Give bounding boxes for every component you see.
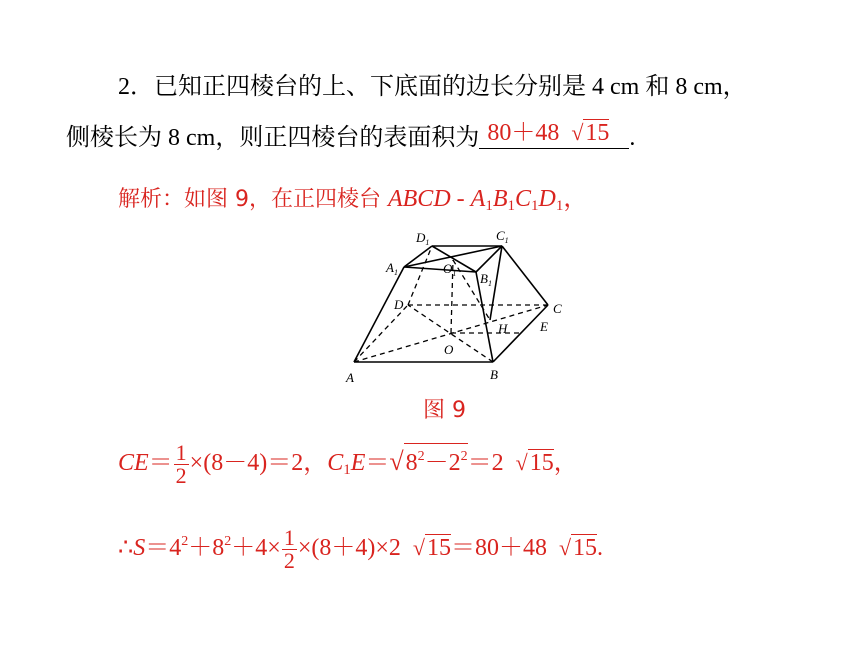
question-text-2: 侧棱长为 8 cm，则正四棱台的表面积为 <box>66 125 480 151</box>
eq2-mid: ×(8＋4)×2 <box>297 535 407 561</box>
label-C: C <box>553 301 562 316</box>
answer-blank <box>479 120 629 149</box>
solution-b1: B <box>492 186 508 212</box>
question-text-1: 已知正四棱台的上、下底面的边长分别是 4 cm 和 8 cm， <box>154 74 747 100</box>
eq2-pow-b: 2 <box>224 534 232 549</box>
eq2-end: . <box>597 535 604 561</box>
question-line-2 <box>66 120 636 153</box>
edge-A1B1 <box>404 267 476 272</box>
label-O: O <box>444 342 454 357</box>
sub-1c: 1 <box>531 198 539 214</box>
eq1-e: E <box>350 450 366 477</box>
eq2-sqrt15-a: 15 <box>426 535 451 561</box>
equation-1: CE＝ $\frac{1}{2}$ ×(8－4)＝2，$C_1E=√8^2-2^2=2$ √15， <box>118 440 578 488</box>
label-C1: $C_1$ <box>496 228 509 245</box>
label-D1: $D_1$ <box>416 230 430 247</box>
eq1-result: ＝2 <box>467 450 510 477</box>
solution-math-abcd: ABCD <box>387 186 451 212</box>
answer-text: 80＋48 √15 <box>487 120 610 146</box>
figure-caption: 图 9 <box>423 398 466 423</box>
eq1-sqrt15: 15 <box>529 450 554 477</box>
eq1-rest: ×(8－4)＝2， <box>189 450 328 477</box>
question-number: 2． <box>118 74 154 100</box>
question-line-1 <box>118 72 747 102</box>
sub-1d: 1 <box>555 198 564 214</box>
solution-d1: D <box>538 186 556 212</box>
label-A1: $A_1$ <box>386 260 398 277</box>
eq1-c: C <box>327 450 344 477</box>
label-B: B <box>490 367 498 382</box>
eq2-a: ＝4 <box>145 535 182 561</box>
sub-1a: 1 <box>485 198 493 214</box>
sub-1b: 1 <box>507 198 515 214</box>
edge-AA1 <box>354 267 404 362</box>
eq1-end: ， <box>553 450 578 477</box>
eq2-pow-a: 2 <box>181 534 189 549</box>
solution-c1: C <box>515 186 532 212</box>
eq1-radical: $8^2-2^2$ <box>404 443 468 476</box>
eq2-c: ＋4× <box>231 535 281 561</box>
eq2-fraction: $\frac{1}{2}$ <box>283 524 295 573</box>
edge-CC1 <box>502 246 548 305</box>
solution-dash: - <box>450 186 471 212</box>
label-D: D <box>394 297 404 312</box>
therefore-symbol: ∴ <box>118 535 134 561</box>
label-O1: $O_1$ <box>443 261 457 278</box>
question-period: . <box>629 125 636 151</box>
eq1-sub: 1 <box>343 462 351 479</box>
eq2-s: S <box>133 535 146 561</box>
label-A: A <box>346 370 354 385</box>
label-H: H <box>498 321 508 336</box>
label-E: E <box>540 319 548 334</box>
eq1-equals-2: ＝ <box>365 450 390 477</box>
solution-heading <box>118 183 587 221</box>
solution-comma: ， <box>563 184 588 212</box>
solution-label: 解析：如图 9，在正四棱台 <box>118 187 388 212</box>
eq2-b: ＋8 <box>188 535 225 561</box>
eq2-sqrt15-b: 15 <box>573 535 598 561</box>
solution-a1: A <box>470 186 486 212</box>
eq1-equals: ＝ <box>148 450 173 477</box>
eq2-result: ＝80＋48 <box>450 535 553 561</box>
label-B1: $B_1$ <box>480 271 492 288</box>
frustum-figure <box>340 225 580 390</box>
eq1-fraction: $\frac{1}{2}$ <box>175 440 187 488</box>
eq1-ce: CE <box>118 450 149 477</box>
equation-2: $\therefore S=4^2+8^2+4\times$ $\frac{1}{2}$ ×(8＋4)×2 √15＝80＋48 √15. <box>118 524 604 573</box>
